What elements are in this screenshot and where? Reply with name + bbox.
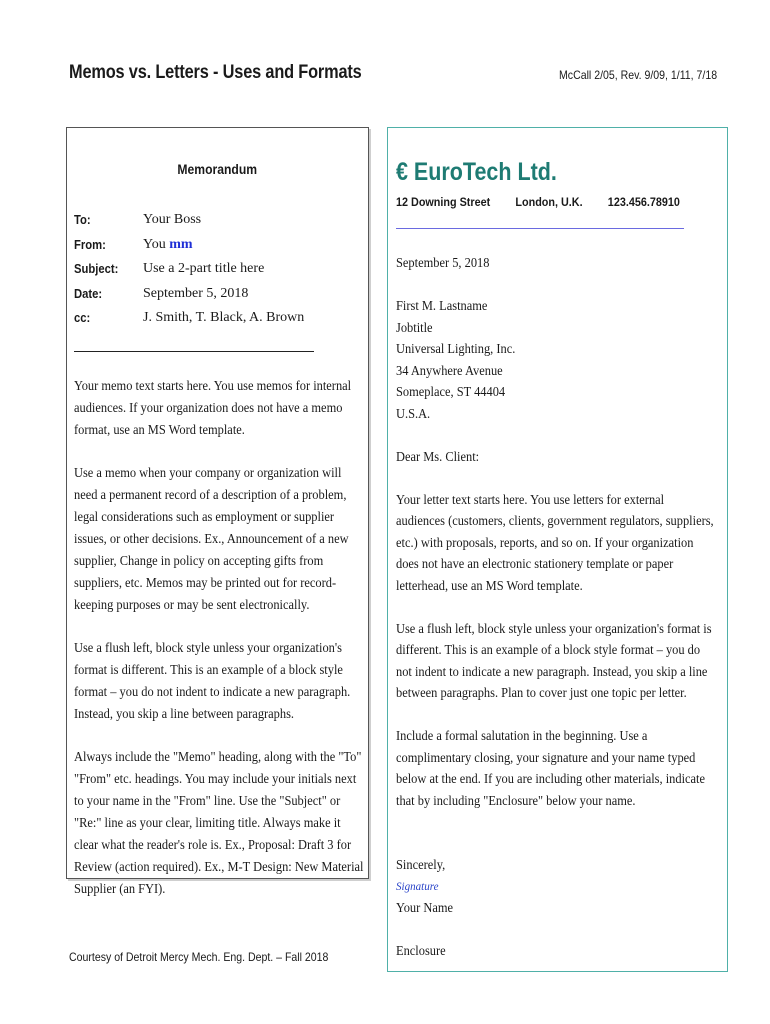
letter-body (396, 252, 716, 962)
typed-name: Your Name (396, 900, 454, 915)
memo-field-subject (74, 257, 364, 282)
memo-field-label: Date: (74, 286, 103, 301)
memo-field-from (74, 233, 364, 258)
memo-heading: Memorandum (177, 162, 258, 177)
recipient-line: 34 Anywhere Avenue (396, 362, 503, 378)
memo-field-label: cc: (74, 311, 91, 326)
memo-field-to (74, 208, 364, 233)
memo-field-value: J. Smith, T. Black, A. Brown (143, 310, 305, 326)
letter-panel (387, 127, 728, 972)
from-initials: mm (169, 236, 193, 252)
letter-date: September 5, 2018 (396, 255, 490, 270)
memo-field-value: Your Boss (143, 212, 202, 227)
recipient-address (396, 295, 714, 424)
from-name: You (143, 236, 166, 252)
phone: 123.456.78910 (607, 195, 680, 209)
memo-field-date (74, 282, 364, 307)
memo-panel (66, 127, 369, 896)
memo-field-value: Use a 2-part title here (143, 261, 265, 277)
letter-paragraph: Your letter text starts here. You use letters for external audiences (customers, clients, government regulators, suppliers, etc.) with proposals, reports, and so on. If your organization does not have an electronic stationery template or paper letterhead, use an MS Word template. (396, 491, 714, 593)
memo-header-fields (74, 208, 364, 331)
company-name: € EuroTech Ltd. (396, 158, 557, 186)
memo-field-cc (74, 306, 364, 331)
page-title: Memos vs. Letters - Uses and Formats (69, 62, 362, 83)
memo-paragraph: Use a flush left, block style unless your organization's format is different. This is an example of a block style format – you do not indent to indicate a new paragraph. Instead, you skip a line between paragraphs. (74, 640, 351, 721)
memo-field-label: To: (74, 213, 91, 227)
recipient-line: Universal Lighting, Inc. (396, 341, 516, 356)
recipient-line: U.S.A. (396, 405, 431, 421)
footer-courtesy: Courtesy of Detroit Mercy Mech. Eng. Dept. – Fall 2018 (69, 950, 329, 964)
letterhead-divider (396, 228, 684, 229)
memo-field-value: September 5, 2018 (143, 285, 249, 301)
memo-field-value (143, 233, 193, 258)
signature: Signature (396, 878, 439, 893)
enclosure: Enclosure (396, 943, 446, 958)
memo-paragraph: Use a memo when your company or organization will need a permanent record of a description of a problem, legal considerations such as employment or supplier issues, or other decisions. Ex., Announcement of a new supplier, Change in policy on accepting gifts from suppliers, etc. Memos may be printed out for record-keeping purposes or may be sent electronically. (74, 465, 349, 612)
salutation: Dear Ms. Client: (396, 448, 480, 464)
revision-note: McCall 2/05, Rev. 9/09, 1/11, 7/18 (559, 68, 718, 82)
closing: Sincerely, (396, 857, 446, 872)
memo-field-label: From: (74, 237, 106, 252)
memo-body (74, 375, 366, 921)
city: London, U.K. (515, 195, 583, 209)
recipient-line: First M. Lastname (396, 298, 488, 313)
memo-divider (74, 351, 314, 352)
letterhead-address (396, 195, 705, 209)
memo-field-label: Subject: (74, 262, 119, 277)
recipient-line: Someplace, ST 44404 (396, 384, 506, 399)
memo-paragraph: Always include the "Memo" heading, along with the "To" "From" etc. headings. You may include your initials next to your name in the "From" line. Use the "Subject" or "Re:" line as your clear, limiting title. Always make it clear what the reader's role is. Ex., Proposal: Draft 3 for Review (action required). Ex., M-T Design: New Material Supplier (an FYI). (74, 749, 364, 896)
letter-paragraph: Include a formal salutation in the beginning. Use a complimentary closing, your signature and your name typed below at the end. If you are including other materials, indicate that by including "Enclosure" below your name. (396, 728, 706, 808)
memo-paragraph: Your memo text starts here. You use memos for internal audiences. If your organization does not have a memo format, use an MS Word template. (74, 378, 352, 437)
street: 12 Downing Street (396, 195, 491, 209)
recipient-line: Jobtitle (396, 319, 433, 335)
letter-paragraph: Use a flush left, block style unless your organization's format is different. This is an example of a block style format – you do not indent to indicate a new paragraph. Instead, you skip a line between paragraphs. Plan to cover just one topic per letter. (396, 620, 712, 700)
